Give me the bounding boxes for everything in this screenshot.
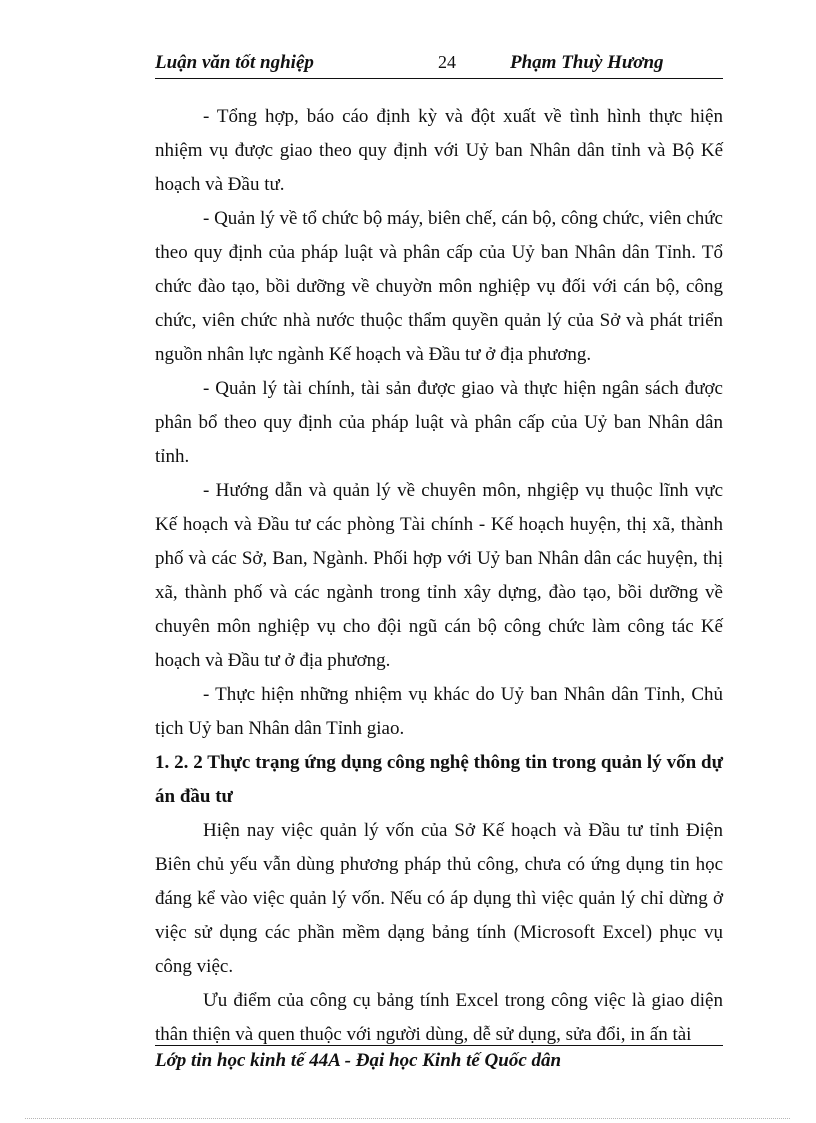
paragraph-guidance-duty: - Hướng dẫn và quản lý về chuyên môn, nhgiệp vụ thuộc lĩnh vực Kế hoạch và Đầu tư các phòng Tài chính - Kế hoạch huyện, thị xã, thành phố và các Sở, Ban, Ngành. Phối hợp với Uỷ ban Nhân dân các huyện, thị xã, thành phố và các ngành trong tỉnh xây dựng, đào tạo, bồi dưỡng về chuyên môn nghiệp vụ cho đội ngũ cán bộ công chức làm công tác Kế hoạch và Đầu tư ở địa phương.	[155, 480, 723, 671]
paragraph-current-status: Hiện nay việc quản lý vốn của Sở Kế hoạch và Đầu tư tỉnh Điện Biên chủ yếu vẫn dùng phương pháp thủ công, chưa có ứng dụng tin học đáng kể vào việc quản lý vốn. Nếu có áp dụng thì việc quản lý chỉ dừng ở việc sử dụng các phần mềm dạng bảng tính (Microsoft Excel) phục vụ công việc.	[155, 820, 723, 977]
page-bottom-divider	[25, 1118, 790, 1119]
paragraph-other-duties: - Thực hiện những nhiệm vụ khác do Uỷ ban Nhân dân Tỉnh, Chủ tịch Uỷ ban Nhân dân Tỉnh giao.	[155, 684, 723, 739]
paragraph-organization-duty: - Quản lý về tổ chức bộ máy, biên chế, cán bộ, công chức, viên chức theo quy định của pháp luật và phân cấp của Uỷ ban Nhân dân Tỉnh. Tổ chức đào tạo, bồi dưỡng về chuyờn môn nghiệp vụ đối với cán bộ, công chức, viên chức nhà nước thuộc thẩm quyền quản lý của Sở và phát triển nguồn nhân lực ngành Kế hoạch và Đầu tư ở địa phương.	[155, 208, 723, 365]
header-thesis-label: Luận văn tốt nghiệp	[155, 52, 314, 73]
page-footer	[155, 1045, 723, 1072]
paragraph-excel-advantages: Ưu điểm của công cụ bảng tính Excel trong công việc là giao diện thân thiện và quen thuộc với người dùng, dễ sử dụng, sửa đổi, in ấn tài	[155, 990, 723, 1045]
header-author-name: Phạm Thuỳ Hương	[510, 52, 664, 73]
document-body	[155, 100, 723, 1052]
page-header	[155, 50, 723, 79]
paragraph-report-duty: - Tổng hợp, báo cáo định kỳ và đột xuất về tình hình thực hiện nhiệm vụ được giao theo quy định với Uỷ ban Nhân dân tỉnh và Bộ Kế hoạch và Đầu tư.	[155, 106, 723, 195]
section-heading: 1. 2. 2 Thực trạng ứng dụng công nghệ thông tin trong quản lý vốn dự án đầu tư	[155, 752, 723, 807]
page-number: 24	[438, 52, 456, 72]
paragraph-finance-duty: - Quản lý tài chính, tài sản được giao và thực hiện ngân sách được phân bổ theo quy định của pháp luật và phân cấp của Uỷ ban Nhân dân tỉnh.	[155, 378, 723, 467]
footer-class-label: Lớp tin học kinh tế 44A - Đại học Kinh tế Quốc dân	[155, 1050, 562, 1071]
